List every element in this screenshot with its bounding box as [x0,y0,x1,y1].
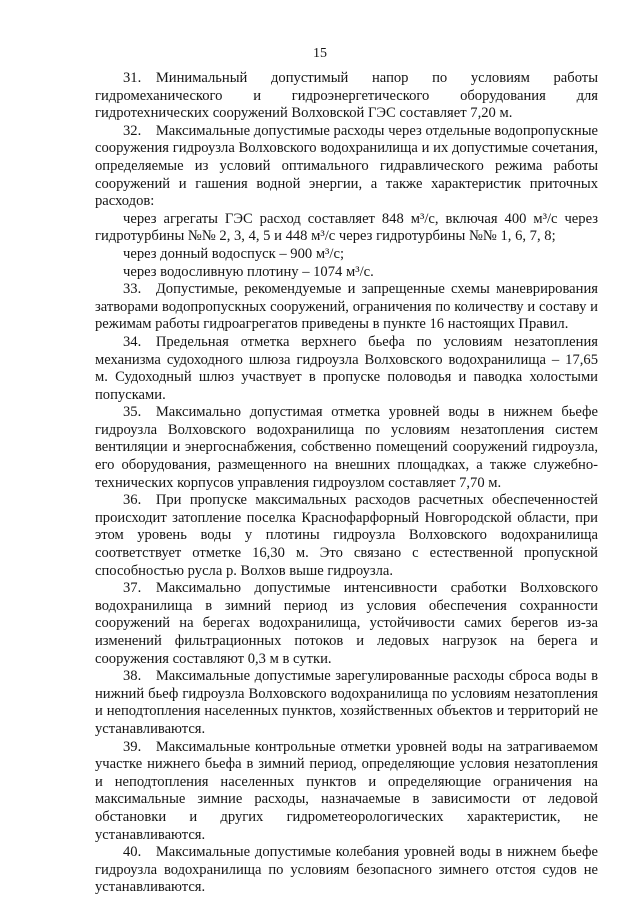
paragraph-32: 32. Максимальные допустимые расходы через отдельные водопропускные сооружения гидроузла Волховского водохранилища и их допустимые сочетания, определяемые из условий оптимального гидравлического режима работы сооружений и гашения водной энергии, а также характеристик приточных расходов: [95,122,598,210]
page-number: 15 [313,46,327,61]
paragraph-37: 37. Максимально допустимые интенсивности сработки Волховского водохранилища в зимний период из условия обеспечения сохранности сооружений на берегах водохранилища, устойчивости самих берегов из-за изменений фильтрационных потоков и ледовых нагрузок на берега и сооружения составляют 0,3 м в сутки. [95,580,598,667]
paragraph-32-item-bottom-outlet: через донный водоспуск – 900 м³/с; [123,245,345,262]
document-body [95,70,598,897]
paragraph-35: 35. Максимально допустимая отметка уровней воды в нижнем бьефе гидроузла Волховского водохранилища по условиям незатопления систем вентиляции и энергоснабжения, собственно помещений сооружений гидроузла, его оборудования, размещенного на внешних площадках, а также служебно-технических корпусов управления гидроузлом составляет 7,70 м. [95,404,598,491]
paragraph-32-item-spillway: через водосливную плотину – 1074 м³/с. [123,263,374,280]
paragraph-32-item-turbines: через агрегаты ГЭС расход составляет 848 м³/с, включая 400 м³/с через гидротурбины №№ 2, 3, 4, 5 и 448 м³/с через гидротурбины №№ 1, 6, 7, 8; [95,210,598,245]
paragraph-36: 36. При пропуске максимальных расходов расчетных обеспеченностей происходит затопление поселка Краснофарфорный Новгородской области, при этом уровень воды у плотины гидроузла Волховского водохранилища соответствует отметке 16,30 м. Это связано с естественной пропускной способностью русла р. Волхов выше гидроузла. [95,492,598,579]
paragraph-39: 39. Максимальные контрольные отметки уровней воды на затрагиваемом участке нижнего бьефа в зимний период, определяющие условия незатопления и неподтопления населенных пунктов и определяющие ограничения на максимальные зимние расходы, назначаемые в зависимости от ледовой обстановки и других гидрометеорологических характеристик, не устанавливаются. [95,738,598,843]
paragraph-31: 31. Минимальный допустимый напор по условиям работы гидромеханического и гидроэнергетического оборудования для гидротехнических сооружений Волховской ГЭС составляет 7,20 м. [95,70,598,122]
paragraph-34: 34. Предельная отметка верхнего бьефа по условиям незатопления механизма судоходного шлюза гидроузла Волховского водохранилища – 17,65 м. Судоходный шлюз участвует в пропуске половодья и паводка холостыми попусками. [95,333,598,403]
paragraph-40: 40. Максимальные допустимые колебания уровней воды в нижнем бьефе гидроузла водохранилища по условиям безопасного зимнего отстоя судов не устанавливаются. [95,844,598,896]
paragraph-38: 38. Максимальные допустимые зарегулированные расходы сброса воды в нижний бьеф гидроузла Волховского водохранилища по условиям незатопления и неподтопления населенных пунктов, хозяйственных объектов и территорий не устанавливаются. [95,668,598,737]
paragraph-33: 33. Допустимые, рекомендуемые и запрещенные схемы маневрирования затворами водопропускных сооружений, ограничения по количеству и составу и режимам работы гидроагрегатов приведены в пункте 16 настоящих Правил. [95,281,598,333]
